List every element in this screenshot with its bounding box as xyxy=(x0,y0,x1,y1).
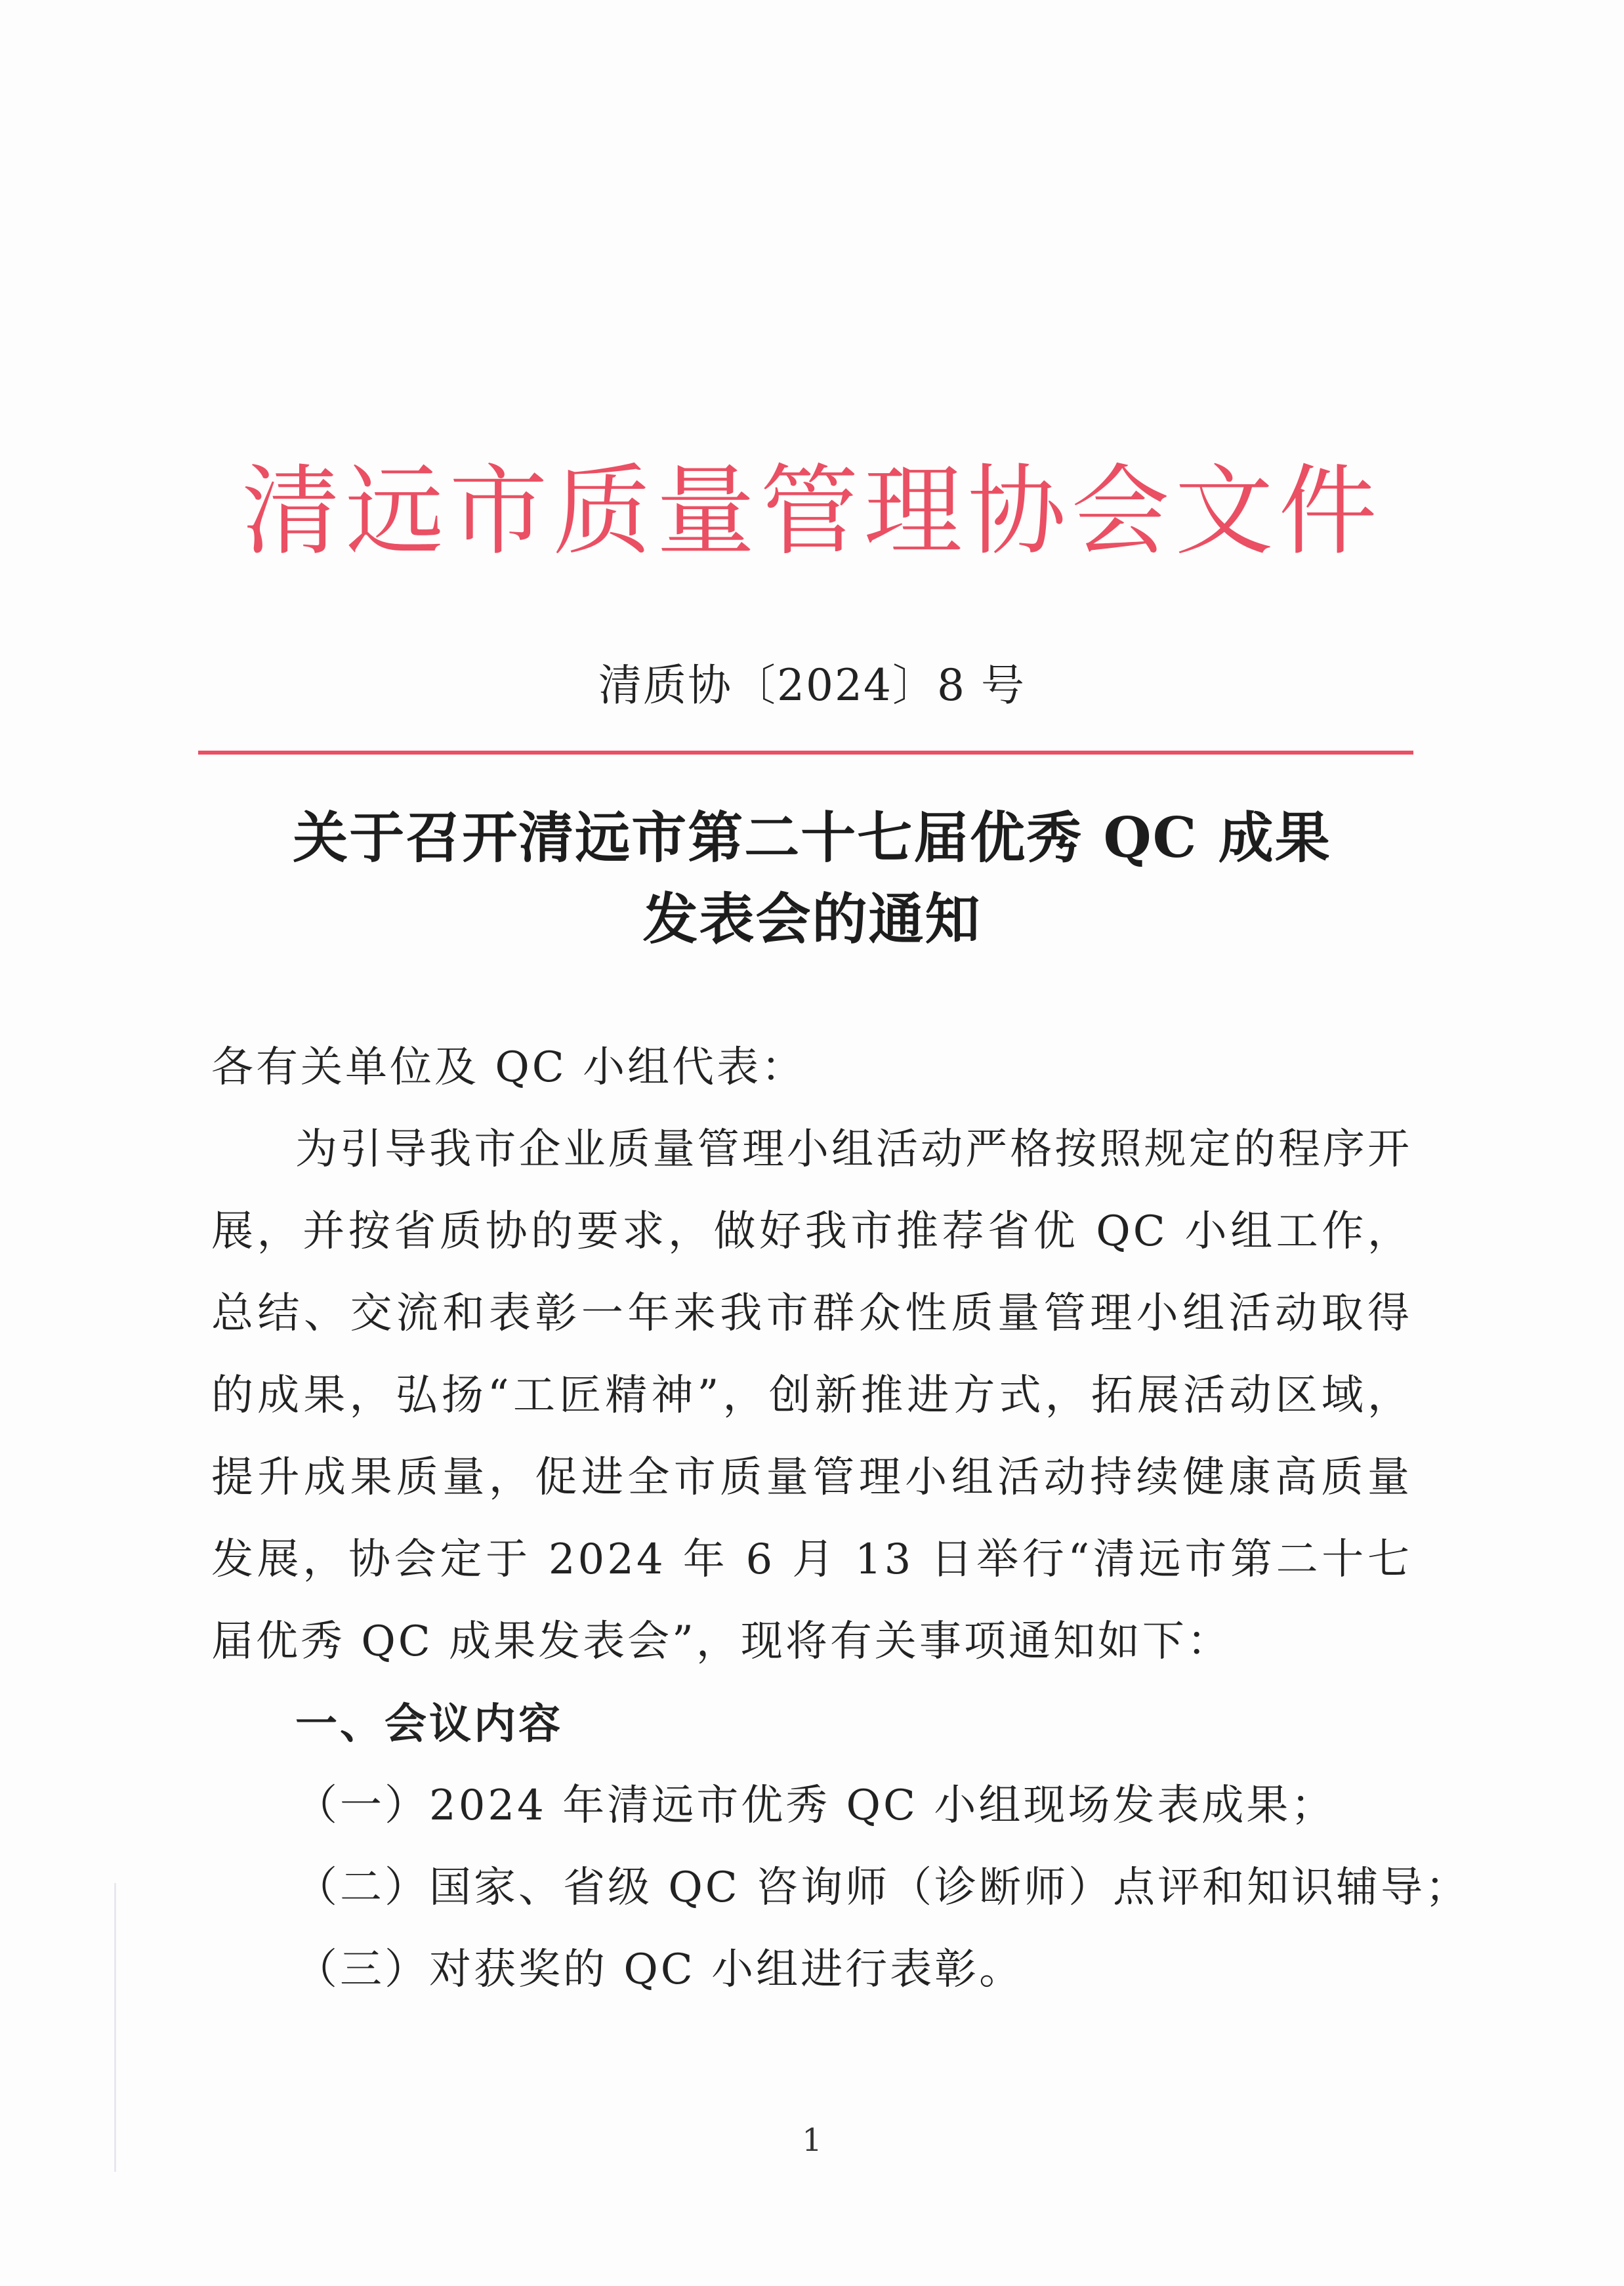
document-title xyxy=(0,797,1624,960)
red-divider-line xyxy=(198,751,1413,755)
list-item: （三）对获奖的 QC 小组进行表彰。 xyxy=(295,1945,1024,1994)
document-title-line-2: 发表会的通知 xyxy=(642,886,982,951)
list-item: （一）2024 年清远市优秀 QC 小组现场发表成果； xyxy=(295,1781,1336,1830)
section-heading-meeting-content: 一、会议内容 xyxy=(295,1699,563,1749)
list-item: （二）国家、省级 QC 咨询师（诊断师）点评和知识辅导； xyxy=(295,1863,1470,1912)
document-title-line-1: 关于召开清远市第二十七届优秀 QC 成果 xyxy=(293,805,1331,870)
salutation: 各有关单位及 QC 小组代表： xyxy=(211,1043,806,1092)
page-number: 1 xyxy=(802,2122,822,2159)
document-body xyxy=(211,1027,1470,2011)
intro-paragraph: 为引导我市企业质量管理小组活动严格按照规定的程序开展，并按省质协的要求，做好我市推荐省优 QC 小组工作，总结、交流和表彰一年来我市群众性质量管理小组活动取得的成果，弘扬“工匠精神”，创新推进方式，拓展活动区域，提升成果质量，促进全市质量管理小组活动持续健康高质量发展，协会定于 2024 年 6 月 13 日举行“清远市第二十七届优秀 QC 成果发表会”，现将有关事项通知如下： xyxy=(211,1125,1412,1666)
masthead-title: 清远市质量管理协会文件 xyxy=(241,455,1383,569)
document-number: 清质协〔2024〕8 号 xyxy=(598,660,1026,711)
